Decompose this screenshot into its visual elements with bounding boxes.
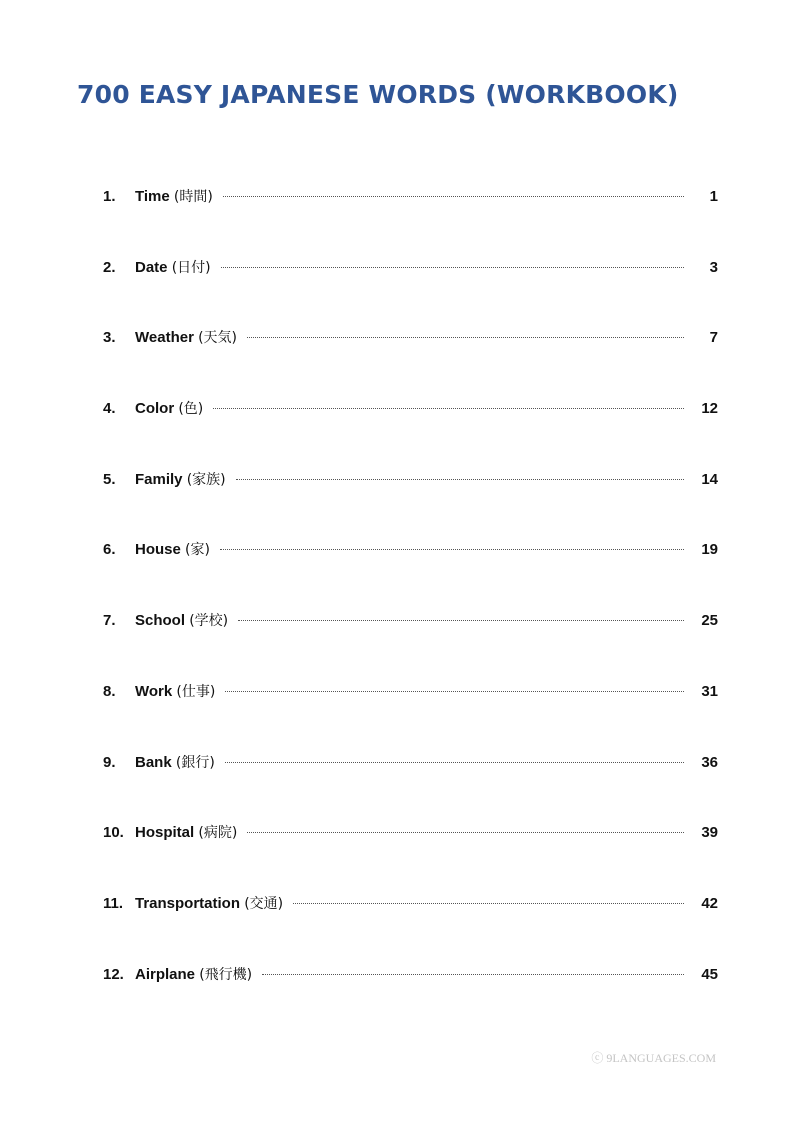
toc-entry-label [135,752,215,772]
toc-entry-airplane[interactable] [103,964,718,1035]
toc-entry-page: 36 [701,753,718,771]
toc-entry-japanese: (銀行) [175,754,215,771]
toc-entry-page: 39 [701,824,718,842]
toc-entry-page: 19 [701,541,718,559]
toc-entry-label [135,327,237,347]
dot-leader [262,973,684,975]
dot-leader [213,407,684,409]
toc-entry-page: 42 [701,894,718,912]
toc-entry-japanese: (色) [178,401,204,418]
toc-entry-label [135,681,215,701]
toc-entry-number: 2. [103,258,116,276]
document-title: 700 EASY JAPANESE WORDS (WORKBOOK) [77,80,679,109]
toc-entry-english: School [135,612,186,630]
toc-entry-number: 8. [103,682,116,700]
toc-entry-bank[interactable] [103,752,718,823]
toc-entry-label [135,893,283,913]
toc-entry-label [135,964,252,984]
toc-entry-hospital[interactable] [103,822,718,893]
dot-leader [220,548,684,550]
toc-entry-page: 3 [709,258,718,276]
toc-entry-number: 3. [103,329,116,347]
dot-leader [247,336,684,338]
toc-entry-weather[interactable] [103,327,718,398]
toc-entry-page: 31 [701,682,718,700]
toc-entry-family[interactable] [103,469,718,540]
toc-entry-english: Airplane [135,965,196,983]
toc-entry-house[interactable] [103,539,718,610]
toc-entry-page: 12 [701,400,718,418]
toc-entry-number: 7. [103,612,116,630]
toc-entry-time[interactable] [103,186,718,257]
toc-entry-date[interactable] [103,257,718,328]
toc-entry-english: Bank [135,753,172,771]
toc-entry-number: 10. [103,824,124,842]
toc-entry-page: 7 [709,329,718,347]
toc-entry-label [135,610,228,630]
dot-leader [225,690,684,692]
toc-entry-japanese: (家) [185,542,210,559]
toc-entry-japanese: (仕事) [176,683,216,700]
toc-entry-number: 1. [103,188,116,205]
toc-entry-number: 4. [103,400,116,418]
toc-entry-english: Transportation [135,894,241,912]
toc-entry-transportation[interactable] [103,893,718,964]
toc-entry-work[interactable] [103,681,718,752]
toc-entry-number: 12. [103,965,124,983]
toc-entry-label [135,822,237,842]
toc-entry-page: 45 [701,965,718,983]
toc-entry-japanese: (家族) [186,471,226,488]
table-of-contents [103,186,718,1034]
dot-leader [238,619,684,621]
toc-entry-school[interactable] [103,610,718,681]
toc-entry-english: Date [135,258,168,276]
toc-entry-japanese: (学校) [189,613,229,630]
toc-entry-english: Hospital [135,824,195,842]
toc-entry-page: 25 [701,612,718,630]
toc-entry-number: 11. [103,894,124,912]
dot-leader [225,761,684,763]
toc-entry-english: House [135,541,181,559]
toc-entry-label [135,469,226,489]
toc-entry-number: 9. [103,753,116,771]
toc-entry-label [135,398,203,418]
toc-entry-number: 6. [103,541,116,559]
toc-entry-japanese: (日付) [171,259,211,276]
toc-entry-label [135,257,211,277]
toc-entry-page: 1 [709,188,718,205]
toc-entry-japanese: (天気) [198,330,238,347]
dot-leader [247,831,684,833]
toc-entry-japanese: (病院) [198,825,238,842]
toc-entry-page: 14 [701,470,718,488]
toc-entry-label [135,186,213,206]
toc-entry-label [135,539,210,559]
toc-entry-english: Weather [135,329,194,347]
toc-entry-english: Family [135,470,183,488]
copyright-watermark: ⓒ 9LANGUAGES.COM [591,1051,716,1065]
dot-leader [223,195,684,197]
toc-entry-japanese: (飛行機) [199,966,253,983]
toc-entry-english: Work [135,682,173,700]
toc-entry-japanese: (交通) [244,895,284,912]
toc-entry-english: Color [135,400,175,418]
toc-entry-color[interactable] [103,398,718,469]
toc-entry-number: 5. [103,470,116,488]
dot-leader [236,478,684,480]
toc-entry-english: Time [135,188,170,205]
dot-leader [293,902,684,904]
toc-entry-japanese: (時間) [173,189,213,205]
dot-leader [221,266,684,268]
